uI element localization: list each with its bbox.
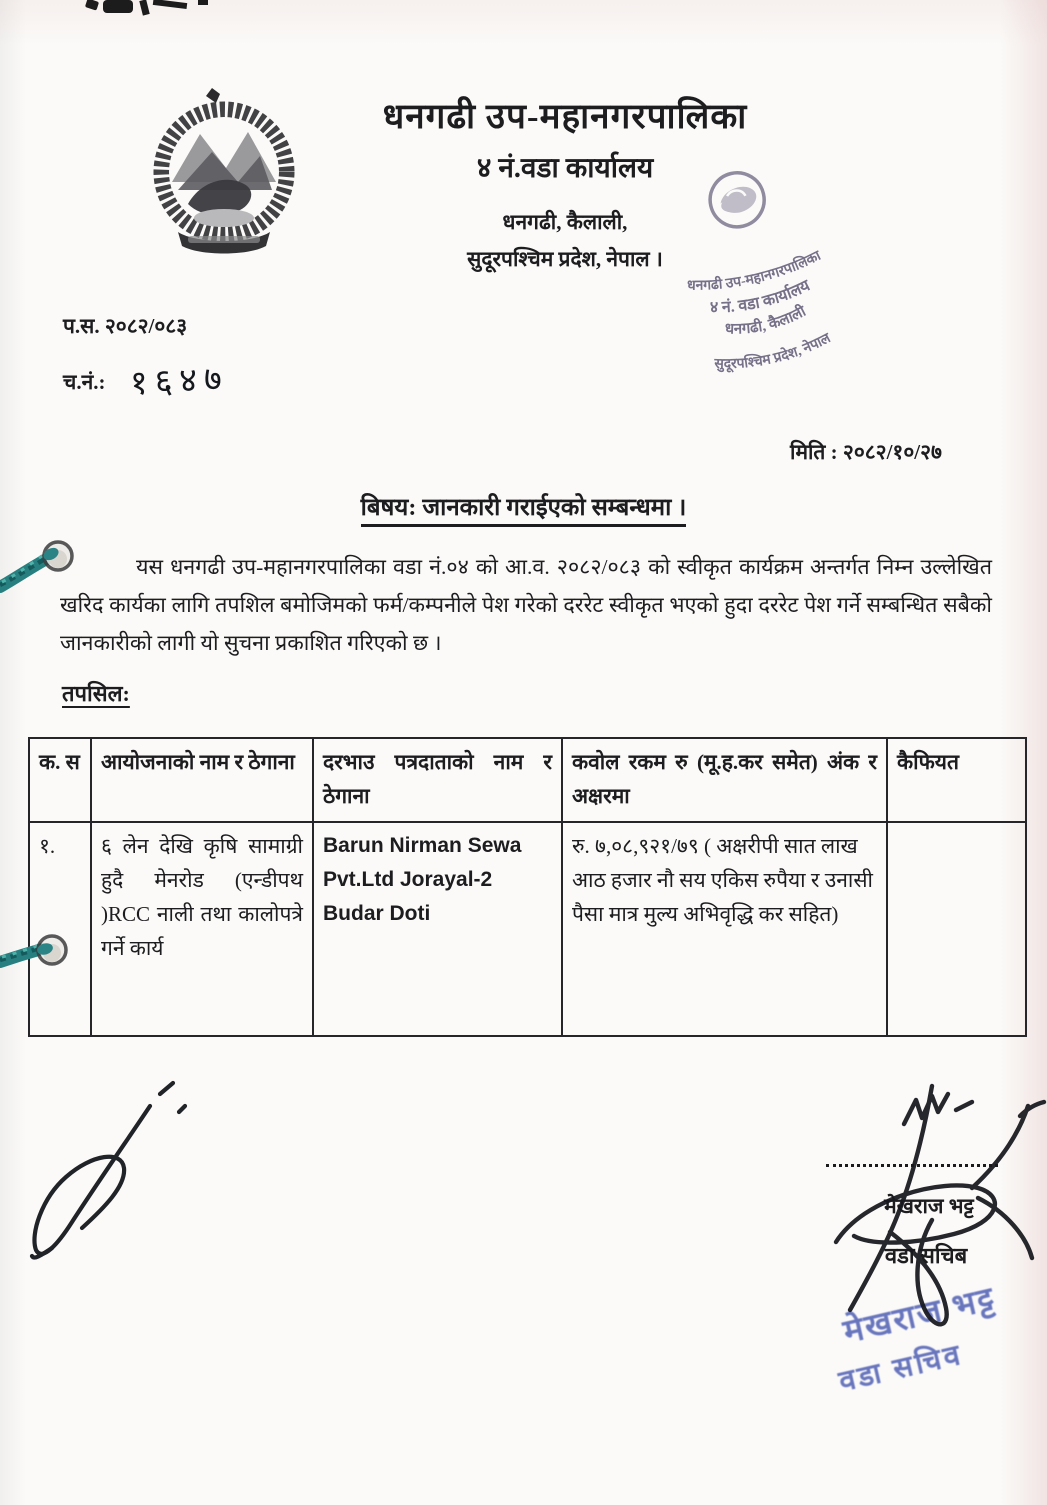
table-header-row [29, 738, 1026, 822]
stamp-title-text: वडा सचिव [835, 1338, 966, 1399]
cell-sn: १. [29, 822, 91, 1036]
col-header-project: आयोजनाको नाम र ठेगाना [91, 738, 313, 822]
scan-artifact [85, 0, 99, 11]
ward-office-line: ४ नं.वडा कार्यालय [476, 153, 654, 184]
subject-line: बिषय: जानकारी गराईएको सम्बन्धमा । [0, 490, 1047, 523]
address-line-2: सुदूरपश्चिम प्रदेश, नेपाल । [467, 247, 663, 271]
binding-thread-icon [0, 930, 84, 982]
col-header-amount: कवोल रकम रु (मू.ह.कर समेत) अंक र अक्षरमा [562, 738, 887, 822]
scan-artifact [103, 0, 133, 13]
tapasil-label: तपसिल: [62, 681, 130, 706]
scan-artifact [139, 0, 149, 16]
cell-amount: रु. ७,०८,९२१/७९ ( अक्षरीपी सात लाख आठ हजार नौ सय एकिस रुपैया र उनासी पैसा मात्र मुल्य अभिवृद्धि कर सहित) [562, 822, 887, 1036]
col-header-sn: क. स [29, 738, 91, 822]
dispatch-number-label: च.नं.: [63, 370, 106, 394]
handwritten-mark-left [22, 1078, 194, 1270]
org-name: धनगढी उप-महानगरपालिका [382, 97, 748, 136]
col-header-bidder: दरभाउ पत्रदाताको नाम र ठेगाना [313, 738, 562, 822]
scan-artifact [153, 0, 187, 9]
reference-number: प.स. २०८२/०८३ [63, 314, 188, 338]
cell-bidder: Barun Nirman Sewa Pvt.Ltd Jorayal-2 Budar Doti [313, 822, 562, 1036]
handwritten-signature [820, 1080, 1047, 1330]
table-row [29, 822, 1026, 1036]
address-line-1: धनगढी, कैलाली, [502, 210, 628, 234]
cell-remarks [887, 822, 1026, 1036]
letter-date: मिति : २०८२/१०/२७ [790, 440, 942, 464]
municipality-emblem-logo [148, 86, 300, 268]
col-header-remarks: कैफियत [887, 738, 1026, 822]
svg-text:धनगढी उप-महानगरपालिका: धनगढी उप-महानगरपालिका [686, 248, 824, 294]
rate-approval-table [28, 737, 1027, 1037]
cell-project: ६ लेन देखि कृषि सामाग्री हुदै मेनरोड (एन्डीपथ )RCC नाली तथा कालोपत्रे गर्ने कार्य [91, 822, 313, 1036]
svg-text:सुदूरपश्चिम प्रदेश, नेपाल: सुदूरपश्चिम प्रदेश, नेपाल [714, 331, 834, 373]
scan-artifact [198, 0, 208, 5]
binding-thread-icon [0, 533, 92, 603]
svg-text:४ नं. वडा कार्यालय: ४ नं. वडा कार्यालय [709, 277, 813, 317]
signatory-title: वडा सचिब [884, 1243, 968, 1268]
dispatch-number-handwritten: १६४७ [129, 360, 230, 403]
svg-text:धनगढी, कैलाली: धनगढी, कैलाली [724, 303, 809, 338]
signatory-name: मेखराज भट्ट [884, 1194, 974, 1218]
stamp-name-text: मेखराज भट्ट [840, 1280, 1000, 1351]
body-paragraph: यस धनगढी उप-महानगरपालिका वडा नं.०४ को आ.व. २०८२/०८३ को स्वीकृत कार्यक्रम अन्तर्गत निम्न उल्लेखित खरिद कार्यका लागि तपशिल बमोजिमको फर्म/कम्पनीले पेश गरेको दररेट स्वीकृत भएको हुदा दररेट पेश गर्ने सम्बन्धित सबैको जानकारीको लागी यो सुचना प्रकाशित गरिएको छ । [60, 555, 992, 655]
